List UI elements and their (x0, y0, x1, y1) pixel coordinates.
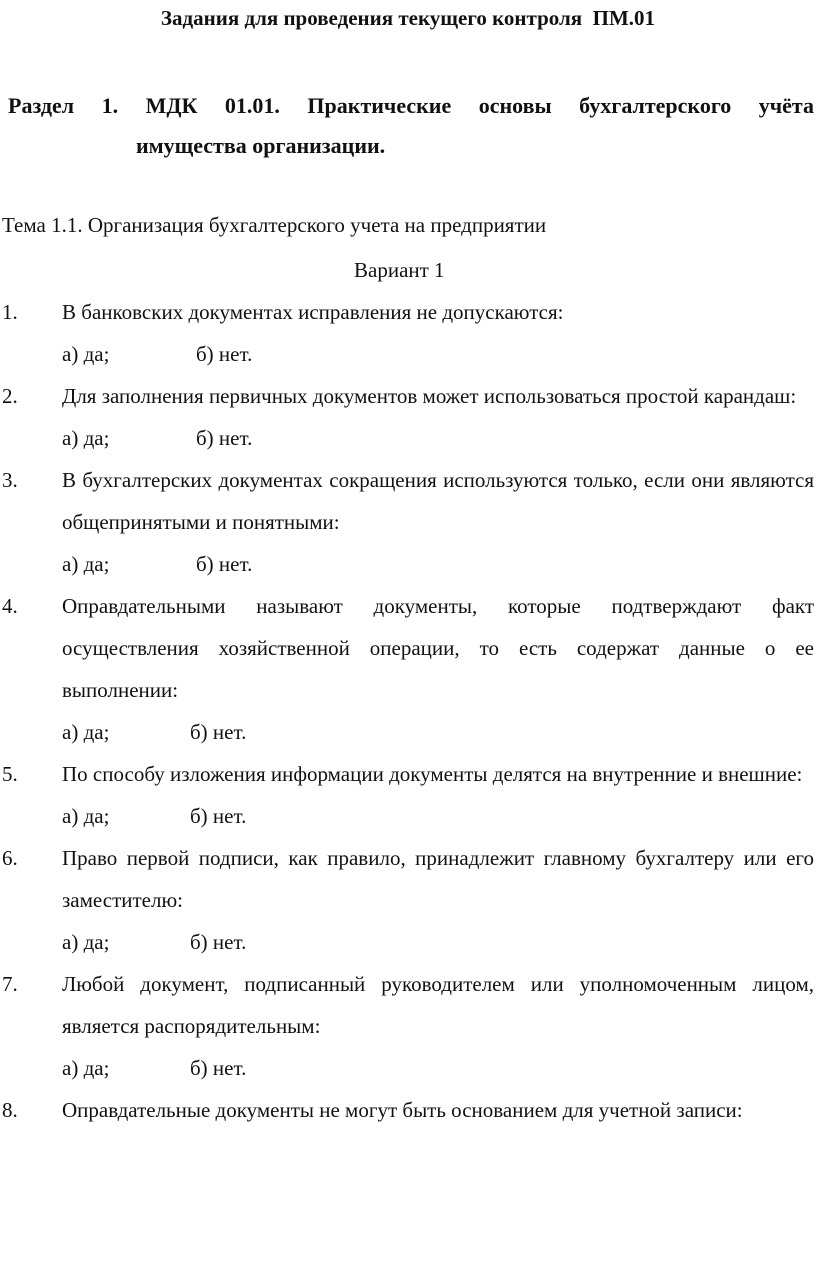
question-list (0, 291, 816, 1131)
variant-heading: Вариант 1 (354, 258, 445, 282)
question-number: 1. (2, 300, 18, 324)
section-heading (8, 86, 814, 166)
answer-option-b: б) нет. (196, 426, 253, 450)
answer-option-a: а) да; (62, 804, 110, 828)
question-item (0, 291, 816, 375)
answer-options (62, 711, 816, 753)
question-text: В бухгалтерских документах сокращения используются только, если они являются общепринятыми и понятными: (62, 468, 814, 534)
answer-option-a: а) да; (62, 426, 110, 450)
question-number: 7. (2, 972, 18, 996)
answer-options (62, 795, 816, 837)
question-item (0, 585, 816, 753)
question-item (0, 1089, 816, 1131)
page-title: Задания для проведения текущего контроля ПМ.01 (160, 6, 656, 30)
answer-option-b: б) нет. (196, 552, 253, 576)
answer-options (62, 333, 816, 375)
question-text: Оправдательными называют документы, которые подтверждают факт осуществления хозяйственной операции, то есть содержат данные о ее выполнении: (62, 594, 814, 702)
section-heading-line-2: имущества организации. (136, 133, 386, 158)
answer-option-b: б) нет. (190, 1056, 247, 1080)
question-number: 8. (2, 1098, 18, 1122)
answer-option-b: б) нет. (190, 930, 247, 954)
question-number: 5. (2, 762, 18, 786)
answer-option-b: б) нет. (190, 804, 247, 828)
question-item (0, 375, 816, 459)
answer-options (62, 543, 816, 585)
question-text: Оправдательные документы не могут быть основанием для учетной записи: (62, 1098, 743, 1122)
question-item (0, 963, 816, 1089)
question-text: В банковских документах исправления не допускаются: (62, 300, 564, 324)
section-heading-line-1: Раздел 1. МДК 01.01. Практические основы бухгалтерского учёта (8, 93, 814, 118)
answer-option-a: а) да; (62, 720, 110, 744)
answer-option-b: б) нет. (190, 720, 247, 744)
answer-options (62, 417, 816, 459)
question-number: 6. (2, 846, 18, 870)
answer-option-a: а) да; (62, 930, 110, 954)
question-number: 3. (2, 468, 18, 492)
answer-option-b: б) нет. (196, 342, 253, 366)
question-text: Для заполнения первичных документов может использоваться простой карандаш: (62, 384, 797, 408)
question-text: По способу изложения информации документы делятся на внутренние и внешние: (62, 762, 803, 786)
question-text: Любой документ, подписанный руководителем или уполномоченным лицом, является распорядительным: (62, 972, 814, 1038)
question-number: 4. (2, 594, 18, 618)
question-text: Право первой подписи, как правило, принадлежит главному бухгалтеру или его заместителю: (62, 846, 814, 912)
question-item (0, 753, 816, 837)
question-item (0, 837, 816, 963)
topic-heading: Тема 1.1. Организация бухгалтерского учета на предприятии (2, 213, 547, 237)
question-item (0, 459, 816, 585)
answer-option-a: а) да; (62, 1056, 110, 1080)
answer-options (62, 1047, 816, 1089)
answer-option-a: а) да; (62, 342, 110, 366)
answer-options (62, 921, 816, 963)
question-number: 2. (2, 384, 18, 408)
answer-option-a: а) да; (62, 552, 110, 576)
